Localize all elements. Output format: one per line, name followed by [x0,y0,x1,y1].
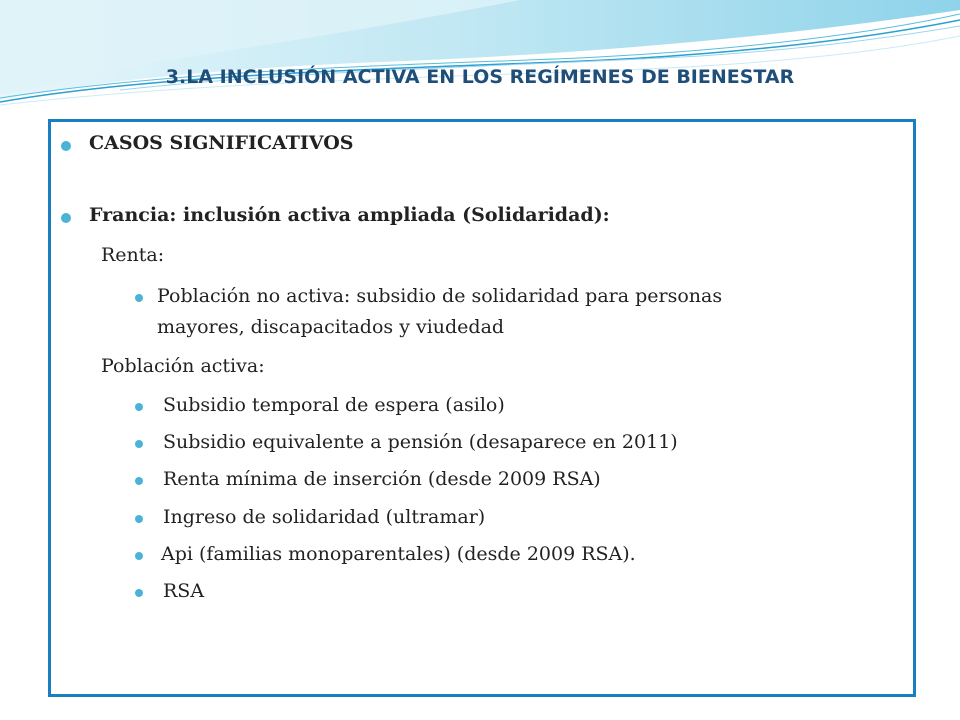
activa-item: Api (familias monoparentales) (desde 2009 RSA). [161,543,636,565]
heading-bullet-text: CASOS SIGNIFICATIVOS [89,132,354,154]
bullet-dot [135,440,143,448]
bullet-dot [61,213,71,223]
bullet-dot [135,477,143,485]
bullet-dot [135,294,143,302]
renta-label: Renta: [101,244,165,266]
renta-item-line-2: mayores, discapacitados y viudedad [157,316,505,338]
bullet-dot [135,515,143,523]
renta-item-line-1: Población no activa: subsidio de solidaridad para personas [157,285,723,307]
activa-item: Subsidio equivalente a pensión (desaparece en 2011) [163,431,678,453]
activa-item: Ingreso de solidaridad (ultramar) [163,506,486,528]
content-frame [48,119,916,697]
bullet-dot [135,552,143,560]
activa-item: Renta mínima de inserción (desde 2009 RSA) [163,468,601,490]
decorative-wave-header [0,0,960,110]
activa-item: Subsidio temporal de espera (asilo) [163,394,505,416]
slide-title: 3.LA INCLUSIÓN ACTIVA EN LOS REGÍMENES DE BIENESTAR [165,66,795,88]
activa-item: RSA [163,580,205,602]
activa-label: Población activa: [101,355,265,377]
section-bullet-text: Francia: inclusión activa ampliada (Solidaridad): [89,204,610,226]
bullet-dot [135,589,143,597]
bullet-dot [135,403,143,411]
bullet-dot [61,141,71,151]
